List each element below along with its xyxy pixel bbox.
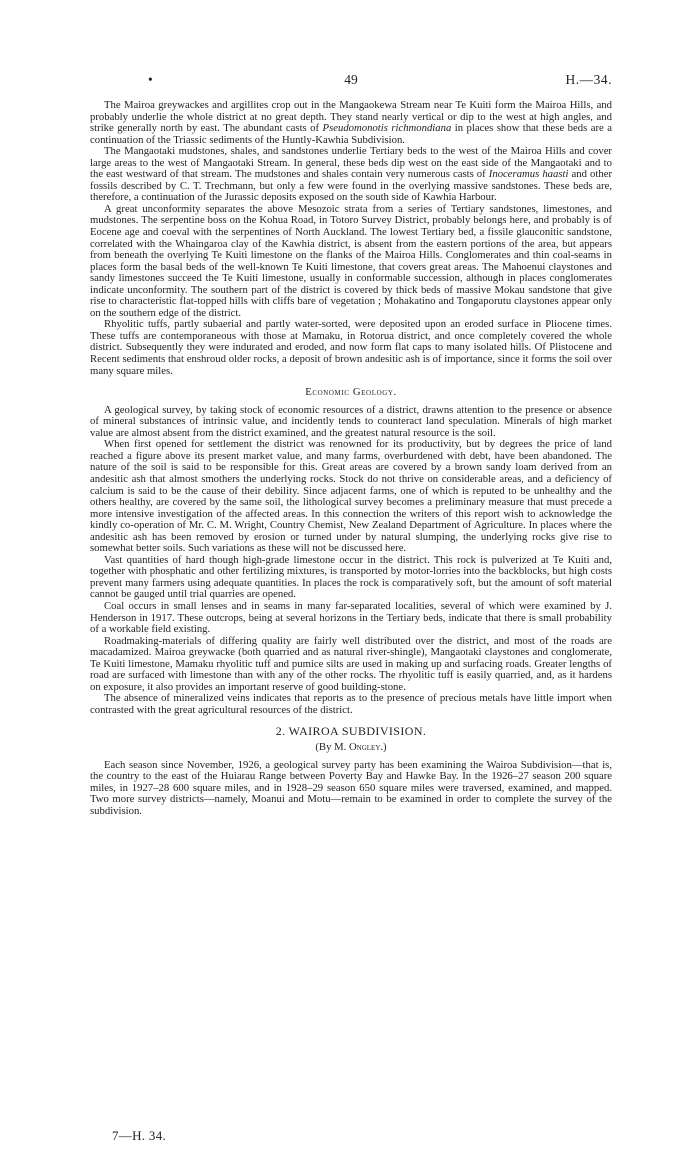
paragraph: The absence of mineralized veins indicates that reports as to the presence of precious metals have little import when contrasted with the great agricultural resources of the district. [90,692,612,716]
geology-section [90,100,612,377]
page-footer-signature: 7—H. 34. [112,1128,167,1143]
document-body [90,100,612,817]
page-header [90,72,612,88]
italic-term: Inoceramus haasti [488,168,569,181]
page-number: 49 [344,72,358,87]
paragraph: The Mairoa greywackes and argillites crop out in the Mangaokewa Stream near Te Kuiti form the Mairoa Hills, and probably underlie the whole district at no great depth. They stand nearly vertical or dip to the west at high angles, and strike generally north by east. The abundant casts of Pseudomonotis richmondiana in places show that these beds are a continuation of the Triassic sediments of the Huntly-Kawhia Subdivision. [90,99,612,146]
section-heading-wairoa-subdivision: 2. WAIROA SUBDIVISION. [275,724,427,739]
paragraph: Rhyolitic tuffs, partly subaerial and partly water-sorted, were deposited upon an eroded surface in Pliocene times. These tuffs are contemporaneous with those at Mamaku, in Rotorua district, and once completely covered the whole district. Subsequently they were indurated and eroded, and now form flat caps to many isolated hills. Of Plistocene and Recent sediments that enshroud older rocks, a deposit of brown andesitic ash is of importance, since it forms the soil over many square miles. [90,318,612,377]
author-name: Ongley [348,740,381,753]
paragraph: When first opened for settlement the district was renowned for its productivity, but by degrees the price of land reached a figure above its present market value, and many farms, overburdened with debt, have been abandoned. The nature of the soil is said to be responsible for this. Great areas are covered by a brown sandy loam derived from an andesitic ash that almost smothers the underlying rocks. Stock do not thrive on considerable areas, and a deficiency of calcium is said to be the cause of their debility. Since adjacent farms, one of which is reputed to be unhealthy and the others healthy, are covered by the same soil, the lithological survey becomes a preliminary measure that must precede a more intensive investigation of the affected areas. In this connection the writers of this report wish to acknowledge the kindly co-operation of Mr. C. M. Wright, Country Chemist, New Zealand Department of Agriculture. In places where the andesitic ash has been removed by erosion or turned under by natural slumping, the underlying rocks give rise to somewhat better soils. Such variations as these will not be discussed here. [90,438,612,555]
header-dot: • [148,72,153,87]
author-byline: (By M. Ongley.) [315,740,387,753]
paragraph: Each season since November, 1926, a geological survey party has been examining the Wairoa Subdivision—that is, the country to the east of the Huiarau Range between Poverty Bay and Hawke Bay. In the 1926–27 season 200 square miles, in 1927–28 600 square miles, and in 1928–29 season 650 square miles were traversed, examined, and mapped. Two more survey districts—namely, Moanui and Motu—remain to be examined in order to complete the survey of the subdivision. [90,758,612,817]
wairoa-section [90,760,612,818]
paragraph: A geological survey, by taking stock of economic resources of a district, drawns attention to the presence or absence of mineral substances of intrinsic value, and incidently tends to counteract land speculation. Minerals of high market value are almost absent from the district examined, and the greatest natural resource is the soil. [90,403,612,439]
paragraph: Roadmaking-materials of differing quality are fairly well distributed over the district, and most of the roads are macadamized. Mairoa greywacke (both quarried and as natural river-shingle), Mangaotaki claystones and conglomerate, Te Kuiti limestone, Mamaku rhyolitic tuff and pumice silts are used in making up and surfacing roads. Greater lengths of road are surfaced with limestone than with any of the other rocks. The rhyolitic tuff is easily quarried, and, as it hardens on exposure, it also provides an important reserve of good building-stone. [90,634,612,693]
paragraph: Vast quantities of hard though high-grade limestone occur in the district. This rock is pulverized at Te Kuiti and, together with phosphatic and other fertilizing mixtures, is transported by motor-lorries into the backblocks, but high costs prevent many farmers using adequate quantities. In places the rock is comparatively soft, but the amount of soft material cannot be gauged until trial quarries are opened. [90,553,612,601]
italic-term: Pseudomonotis richmondiana [322,122,452,135]
section-heading-economic-geology: Economic Geology. [305,386,397,399]
paragraph: The Mangaotaki mudstones, shales, and sandstones underlie Tertiary beds to the west of the Mairoa Hills and cover large areas to the west of Mangaotaki Stream. In general, these beds dip west on the east side of the Mangaotaki and to the east westward of that stream. The mudstones and shales contain very numerous casts of Inoceramus haasti and other fossils described by C. T. Trechmann, but only a few were found in the overlying massive sandstones. These beds are, therefore, a continuation of the Jurassic deposits exposed on the south side of Kawhia Harbour. [90,145,613,204]
paragraph: Coal occurs in small lenses and in seams in many far-separated localities, several of which were examined by J. Henderson in 1917. These outcrops, being at several horizons in the Tertiary beds, indicate that there is small probability of a workable field existing. [90,599,612,636]
economic-geology-section [90,405,612,717]
paragraph: A great unconformity separates the above Mesozoic strata from a series of Tertiary sandstones, limestones, and mudstones. The serpentine boss on the Kohua Road, in Totoro Survey District, probably belongs here, and probably is of Eocene age and coeval with the serpentines of North Auckland. The lowest Tertiary bed, a fissile glauconitic sandstone, correlated with the Whaingaroa clay of the Kawhia district, is absent from the eastern portions of the area, but appears from beneath the overlying Te Kuiti limestone on the flanks of the Mairoa Hills. Conglomerates and thin coal-seams in places form the basal beds of the well-known Te Kuiti limestone, that covers great areas. The Mahoenui claystones and sandy limestones succeed the Te Kuiti limestone, usually in conformable succession, although in places conglomerates indicate unconformity. The southern part of the district is covered by thick beds of massive Mokau sandstone that give rise to characteristic flat-topped hills with cliffs bare of vegetation ; Mohakatino and Tongaporutu claystones appear only on the southern edge of the district. [90,202,612,319]
document-reference: H.—34. [565,72,612,87]
